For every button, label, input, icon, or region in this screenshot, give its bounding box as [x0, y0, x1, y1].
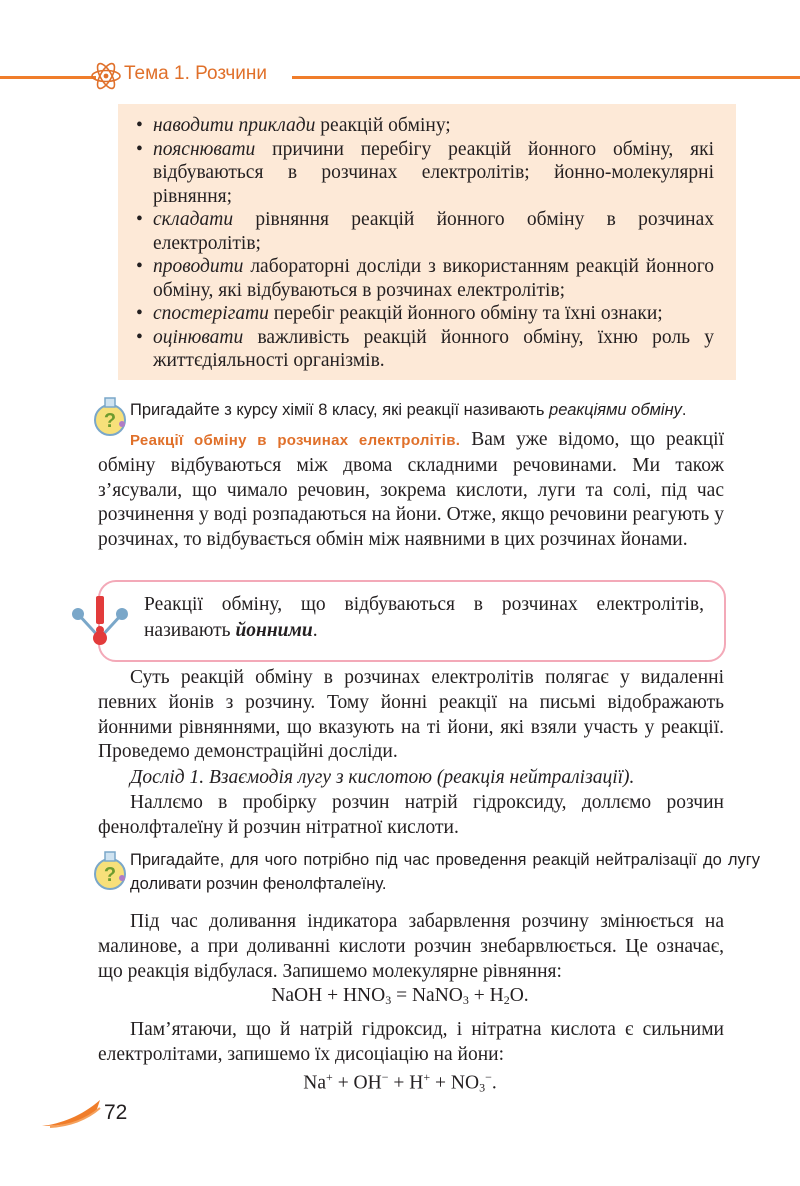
eq-superscript: +: [326, 1070, 333, 1084]
page-number: 72: [104, 1101, 128, 1124]
objective-text: реакцій обміну;: [315, 115, 451, 136]
eq-superscript: −: [485, 1070, 492, 1084]
definition-term: йонними: [235, 620, 313, 641]
question-flask-icon: [92, 848, 130, 892]
objective-item: [136, 138, 714, 209]
eq-subscript: 3: [479, 1080, 486, 1095]
objective-verb: спостерігати: [153, 303, 269, 324]
objective-text: лабораторні досліди з використанням реакцій йонного обміну, які відбуваються в розчинах електролітів;: [153, 256, 714, 301]
eq-subscript: 2: [503, 993, 510, 1007]
remind-text-2: Пригадайте, для чого потрібно під час проведення реакцій нейтралізації до лугу доливати розчин фенолфталеїну.: [130, 851, 760, 893]
eq-part: Na: [303, 1072, 327, 1094]
bullet: •: [136, 115, 143, 136]
eq-part: + H: [388, 1072, 424, 1094]
bullet: •: [136, 256, 143, 277]
objective-verb: оцінювати: [153, 326, 244, 348]
objective-text: причини перебігу реакцій йонного обміну, які відбуваються в розчинах електролітів; йонно-молекулярні рівняння;: [153, 138, 714, 207]
objective-verb: складати: [153, 209, 234, 230]
objective-item: [136, 114, 714, 138]
bullet: •: [136, 326, 143, 348]
section-paragraph: [98, 428, 724, 553]
remind-emphasis: реакціями обміну: [549, 401, 682, 419]
eq-subscript: 3: [385, 993, 392, 1007]
eq-superscript: +: [423, 1070, 431, 1084]
eq-superscript: −: [381, 1070, 389, 1084]
bullet: •: [136, 138, 143, 160]
remind-text-1: [130, 398, 800, 422]
paragraph-2: Суть реакцій обміну в розчинах електролітів полягає у видаленні певних йонів з розчину. Тому йонні реакції на письмі відображають йонними рівняннями, що вказують на ті йони, які взяли участь у реакції. Проведемо демонстраційні досліди.: [98, 667, 724, 763]
eq-part: NaOH + HNO: [271, 985, 386, 1006]
objective-verb: пояснювати: [153, 138, 256, 160]
atom-icon: [90, 60, 122, 92]
header-rule-right: [292, 76, 800, 79]
objective-item: [136, 208, 714, 255]
objective-text: перебіг реакцій йонного обміну та їхні ознаки;: [268, 303, 663, 324]
paragraph-5: Пам’ятаючи, що й натрій гідроксид, і нітратна кислота є сильними електролітами, запишемо їх дисоціацію на йони:: [98, 1019, 724, 1065]
eq-part: + OH: [332, 1072, 382, 1094]
definition-text: [144, 592, 704, 644]
page-swoosh-icon: [40, 1098, 102, 1128]
objective-text: важливість реакцій йонного обміну, їхню роль у життєдіяльності організмів.: [153, 326, 714, 371]
objective-item: [136, 302, 714, 326]
exclamation-molecule-icon: [70, 594, 130, 648]
eq-part: + NO: [430, 1072, 480, 1094]
experiment-title: Дослід 1. Взаємодія лугу з кислотою (реакція нейтралізації).: [130, 767, 635, 788]
eq-subscript: 3: [462, 993, 469, 1007]
learning-objectives-box: [118, 104, 736, 380]
definition-body: Реакції обміну, що відбуваються в розчинах електролітів, називають: [144, 594, 704, 641]
eq-part: O.: [509, 985, 529, 1006]
eq-part: + H: [468, 985, 504, 1006]
header-rule-left: [0, 76, 96, 79]
objective-verb: наводити приклади: [153, 115, 316, 136]
bullet: •: [136, 209, 143, 230]
eq-part: = NaNO: [391, 985, 463, 1006]
remind-text: Пригадайте з курсу хімії 8 класу, які реакції називають: [130, 401, 550, 419]
paragraph-3: Наллємо в пробірку розчин натрій гідроксиду, доллємо розчин фенолфталеїну й розчин нітратної кислоти.: [98, 792, 724, 838]
bullet: •: [136, 303, 143, 324]
molecular-equation: [0, 985, 800, 1008]
chapter-title: Тема 1. Розчини: [124, 63, 268, 84]
svg-text:?: ?: [103, 410, 117, 432]
objective-text: рівняння реакцій йонного обміну в розчинах електролітів;: [153, 209, 714, 254]
eq-part: .: [491, 1072, 497, 1094]
objective-item: [136, 255, 714, 302]
remind-text-end: .: [681, 401, 687, 419]
objective-item: [136, 326, 714, 373]
paragraph-4: Під час доливання індикатора забарвлення розчину змінюється на малинове, а при доливанні кислоти розчин знебарвлюється. Це означає, що реакція відбулася. Запишемо молекулярне рівняння:: [98, 911, 724, 982]
objectives-list: [118, 104, 736, 373]
section-text: Вам уже відомо, що реакції обміну відбуваються між двома складними речовинами. Ми також з’ясували, що чимало речовин, зокрема кислоти, луги та солі, під час розчинення у воді розпадаються на йони. Отже, якщо речовини реагують у розчинах, то відбувається обмін між наявними в цих розчинах йонами.: [98, 429, 724, 551]
ionic-equation: [0, 1070, 800, 1096]
definition-box: [98, 580, 726, 662]
objective-verb: проводити: [153, 256, 244, 277]
definition-end: .: [312, 620, 318, 641]
section-heading: Реакції обміну в розчинах електролітів.: [130, 432, 461, 449]
svg-text:?: ?: [103, 864, 117, 886]
